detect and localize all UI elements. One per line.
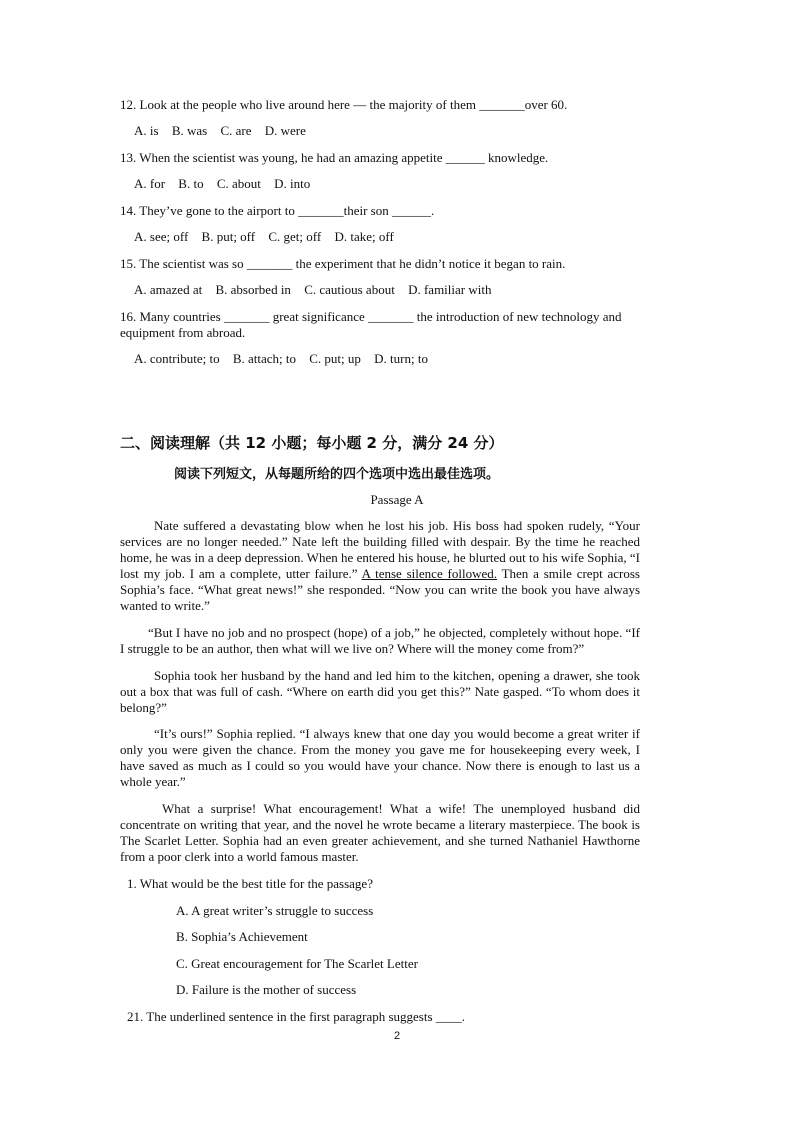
- passage-paragraph-4: “It’s ours!” Sophia replied. “I always knew that one day you would become a great writer if only you were given the chance. From the money you gave me for housekeeping every week, I have saved as much as I could so you would have your chance. Now there is enough to last us a whole year.”: [120, 726, 640, 789]
- question-13-options: [134, 176, 320, 192]
- passage-paragraph-5: What a surprise! What encouragement! What a wife! The unemployed husband did concentrate on writing that year, and the novel he wrote became a literary masterpiece. The book is The Scarlet Letter. Sophia had an even greater achievement, and she turned Nathaniel Hawthorne from a poor clerk into a world famous master.: [120, 801, 640, 864]
- option-c: C. about: [216, 176, 261, 191]
- option-a: A. contribute; to: [134, 351, 220, 366]
- option-d: D. familiar with: [408, 282, 492, 297]
- option-b: B. attach; to: [232, 351, 297, 366]
- reading-q1-option-b: B. Sophia’s Achievement: [176, 929, 308, 944]
- question-15-options: [134, 282, 501, 298]
- passage-paragraph-2: “But I have no job and no prospect (hope) of a job,” he objected, completely without hope. “If I struggle to be an author, then what will we live on? Where will the money come from?”: [120, 625, 640, 656]
- question-14-options: [134, 229, 404, 245]
- option-d: D. into: [274, 176, 311, 191]
- option-a: A. see; off: [134, 229, 189, 244]
- option-c: C. get; off: [268, 229, 322, 244]
- paragraph-text: Then a smile crept across Sophia’s face. “What great news!” she responded. “Now you can write the book you have always wanted to write.”: [120, 566, 640, 613]
- passage-paragraph-3: Sophia took her husband by the hand and led him to the kitchen, opening a drawer, she took out a box that was full of cash. “Where on earth did you get this?” Nate gasped. “To whom does it belong?”: [120, 668, 640, 715]
- reading-q1-option-a: A. A great writer’s struggle to success: [176, 903, 374, 918]
- question-13-stem: 13. When the scientist was young, he had an amazing appetite ______ knowledge.: [120, 150, 549, 165]
- option-b: B. to: [178, 176, 204, 191]
- reading-q1-option-c: C. Great encouragement for The Scarlet Letter: [176, 956, 418, 971]
- question-16-stem-line2: equipment from abroad.: [120, 325, 246, 340]
- question-16-stem-line1: 16. Many countries _______ great significance _______ the introduction of new technology and: [120, 309, 622, 324]
- passage-paragraph-1: [120, 518, 640, 614]
- option-c: C. cautious about: [304, 282, 395, 297]
- option-d: D. take; off: [334, 229, 394, 244]
- underlined-sentence: A tense silence followed.: [361, 566, 497, 581]
- option-a: A. amazed at: [134, 282, 203, 297]
- section-instruction: 阅读下列短文，从每题所给的四个选项中选出最佳选项。: [174, 467, 500, 482]
- question-12-stem: 12. Look at the people who live around here — the majority of them _______over 60.: [120, 97, 568, 112]
- option-a: A. is: [134, 123, 159, 138]
- reading-q1-option-d: D. Failure is the mother of success: [176, 982, 357, 997]
- section-heading: 二、阅读理解（共 12 小题；每小题 2 分，满分 24 分）: [120, 434, 504, 452]
- option-c: C. put; up: [309, 351, 361, 366]
- reading-question-21: 21. The underlined sentence in the first paragraph suggests ____.: [127, 1009, 466, 1024]
- option-b: B. was: [171, 123, 208, 138]
- option-d: D. were: [264, 123, 306, 138]
- paragraph-text: Nate suffered a devastating blow when he lost his job. His boss had spoken rudely, “Your services are no longer needed.” Nate left the building filled with despair. By the time he reached home, he was in a deep depression. When he entered his house, he blurted out to his wife Sophia, “I lost my job. I am a complete, utter failure.”: [120, 518, 640, 581]
- option-b: B. absorbed in: [215, 282, 291, 297]
- option-b: B. put; off: [201, 229, 256, 244]
- question-16-options: [134, 351, 438, 367]
- option-d: D. turn; to: [374, 351, 428, 366]
- reading-question-1: 1. What would be the best title for the passage?: [127, 876, 373, 891]
- question-15-stem: 15. The scientist was so _______ the experiment that he didn’t notice it began to rain.: [120, 256, 566, 271]
- passage-title: Passage A: [370, 492, 424, 507]
- question-14-stem: 14. They’ve gone to the airport to _______their son ______.: [120, 203, 435, 218]
- question-12-options: [134, 123, 316, 139]
- option-c: C. are: [220, 123, 252, 138]
- option-a: A. for: [134, 176, 166, 191]
- page-number: 2: [393, 1030, 401, 1042]
